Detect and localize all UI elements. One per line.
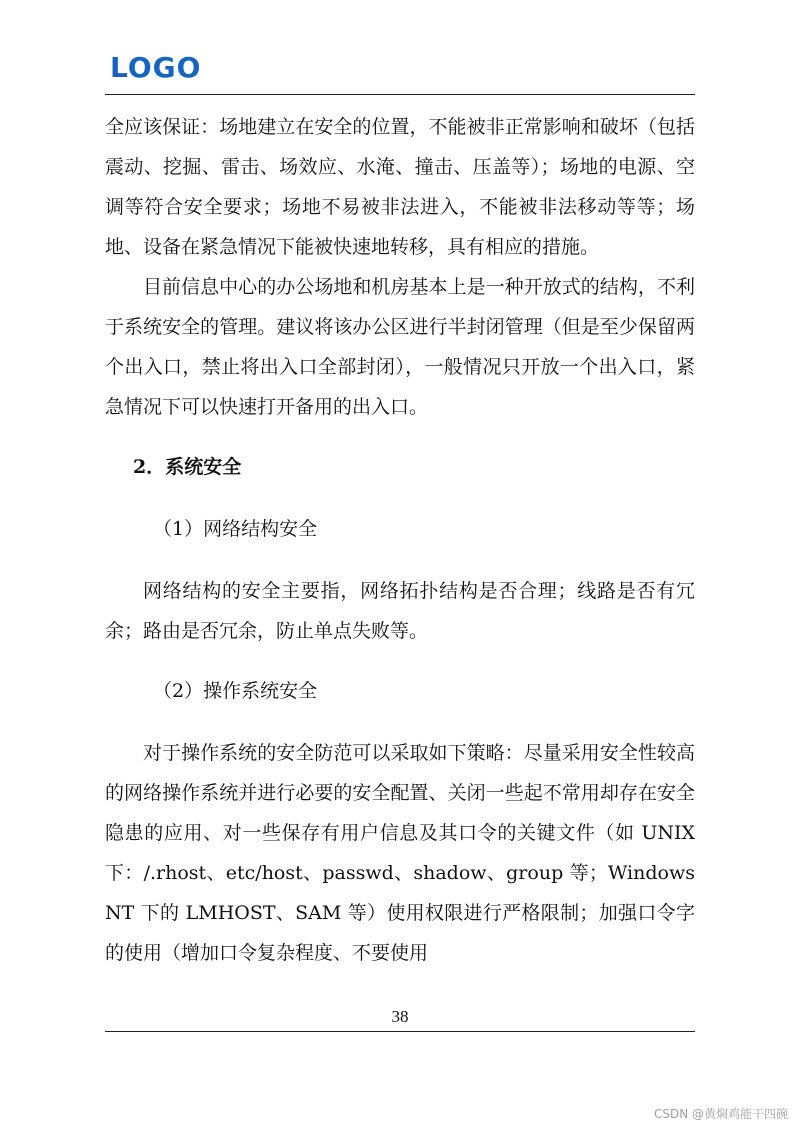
document-body — [105, 107, 695, 973]
subheading-os-security: （2）操作系统安全 — [153, 680, 318, 702]
paragraph-site-security: 全应该保证：场地建立在安全的位置，不能被非正常影响和破坏（包括震动、挖掘、雷击、场效应、水淹、撞击、压盖等）；场地的电源、空调等符合安全要求；场地不易被非法进入，不能被非法移动等等；场地、设备在紧急情况下能被快速地转移，具有相应的措施。 — [105, 116, 695, 258]
logo: LOGO — [110, 51, 202, 84]
subheading-network-structure: （1）网络结构安全 — [153, 518, 318, 540]
header-divider — [105, 94, 695, 95]
page-number: 38 — [391, 1007, 409, 1026]
watermark: CSDN @黄焖鸡能干四碗 — [653, 1107, 788, 1121]
paragraph-network-structure: 网络结构的安全主要指，网络拓扑结构是否合理；线路是否有冗余；路由是否冗余，防止单点失败等。 — [105, 580, 695, 642]
footer-divider — [105, 1031, 695, 1032]
section-heading-system-security: 2．系统安全 — [133, 456, 242, 478]
paragraph-os-security: 对于操作系统的安全防范可以采取如下策略：尽量采用安全性较高的网络操作系统并进行必要的安全配置、关闭一些起不常用却存在安全隐患的应用、对一些保存有用户信息及其口令的关键文件（如 UNIX 下：/.rhost、etc/host、passwd、shadow、group 等；Windows NT 下的 LMHOST、SAM 等）使用权限进行严格限制；加强口令字的使用（增加口令复杂程度、不要使用 — [105, 742, 695, 964]
paragraph-office-layout: 目前信息中心的办公场地和机房基本上是一种开放式的结构，不利于系统安全的管理。建议将该办公区进行半封闭管理（但是至少保留两个出入口，禁止将出入口全部封闭），一般情况只开放一个出入口，紧急情况下可以快速打开备用的出入口。 — [105, 276, 695, 418]
